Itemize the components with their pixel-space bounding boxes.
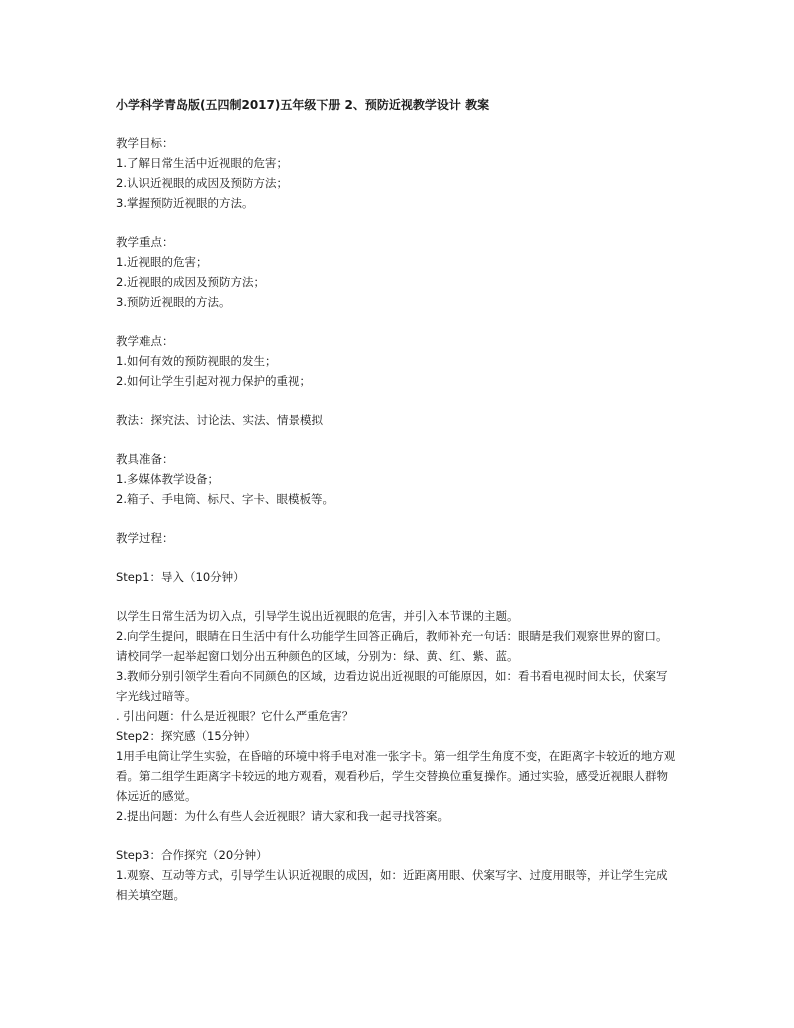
step3-paragraph: 1.观察、互动等方式，引导学生认识近视眼的成因，如：近距离用眼、伏案写字、过度用眼等，并让学生完成相关填空题。	[116, 868, 668, 902]
key-point-item: 2.近视眼的成因及预防方法；	[116, 275, 265, 289]
spacer	[116, 312, 676, 331]
document-title: 小学科学青岛版(五四制2017)五年级下册 2、预防近视教学设计 教案	[116, 98, 490, 112]
step2-paragraph: 2.提出问题：为什么有些人会近视眼？请大家和我一起寻找答案。	[116, 809, 449, 823]
step1-paragraph: 以学生日常生活为切入点，引导学生说出近视眼的危害，并引入本节课的主题。	[116, 609, 519, 623]
spacer	[116, 114, 676, 133]
difficulties-heading: 教学难点：	[116, 334, 174, 348]
difficulty-item: 1.如何有效的预防视眼的发生；	[116, 354, 277, 368]
spacer	[116, 548, 676, 567]
step1-heading: Step1：导入（10分钟）	[116, 570, 245, 584]
difficulty-item: 2.如何让学生引起对视力保护的重视；	[116, 374, 311, 388]
goals-heading: 教学目标：	[116, 136, 174, 150]
step3-heading: Step3：合作探究（20分钟）	[116, 848, 268, 862]
spacer	[116, 509, 676, 528]
material-item: 1.多媒体教学设备；	[116, 472, 219, 486]
spacer	[116, 430, 676, 449]
document-page	[116, 96, 676, 905]
process-heading: 教学过程：	[116, 531, 174, 545]
step2-paragraph: 1用手电筒让学生实验，在昏暗的环境中将手电对准一张字卡。第一组学生角度不变，在距离字卡较近的地方观看。第二组学生距离字卡较远的地方观看，观看秒后，学生交替换位重复操作。通过实验，感受近视眼人群物体远近的感觉。	[116, 749, 676, 803]
spacer	[116, 213, 676, 232]
methods-line: 教法：探究法、讨论法、实法、情景模拟	[116, 413, 323, 427]
goal-item: 2.认识近视眼的成因及预防方法；	[116, 176, 288, 190]
step1-paragraph: . 引出问题：什么是近视眼？它什么严重危害？	[116, 709, 354, 723]
spacer	[116, 391, 676, 410]
step2-heading: Step2：探究感（15分钟）	[116, 729, 257, 743]
spacer	[116, 826, 676, 845]
step1-paragraph: 3.教师分别引领学生看向不同颜色的区域，边看边说出近视眼的可能原因，如：看书看电视时间太长，伏案写字光线过暗等。	[116, 669, 668, 703]
material-item: 2.箱子、手电筒、标尺、字卡、眼模板等。	[116, 492, 334, 506]
key-point-item: 3.预防近视眼的方法。	[116, 295, 231, 309]
key-points-heading: 教学重点：	[116, 235, 174, 249]
materials-heading: 教具准备：	[116, 452, 174, 466]
goal-item: 3.掌握预防近视眼的方法。	[116, 196, 254, 210]
step1-paragraph: 2.向学生提问，眼睛在日生活中有什么功能学生回答正确后，教师补充一句话：眼睛是我们观察世界的窗口。请校同学一起举起窗口划分出五种颜色的区域，分别为：绿、黄、红、紫、蓝。	[116, 629, 668, 663]
key-point-item: 1.近视眼的危害；	[116, 255, 208, 269]
spacer	[116, 587, 676, 606]
goal-item: 1.了解日常生活中近视眼的危害；	[116, 156, 288, 170]
